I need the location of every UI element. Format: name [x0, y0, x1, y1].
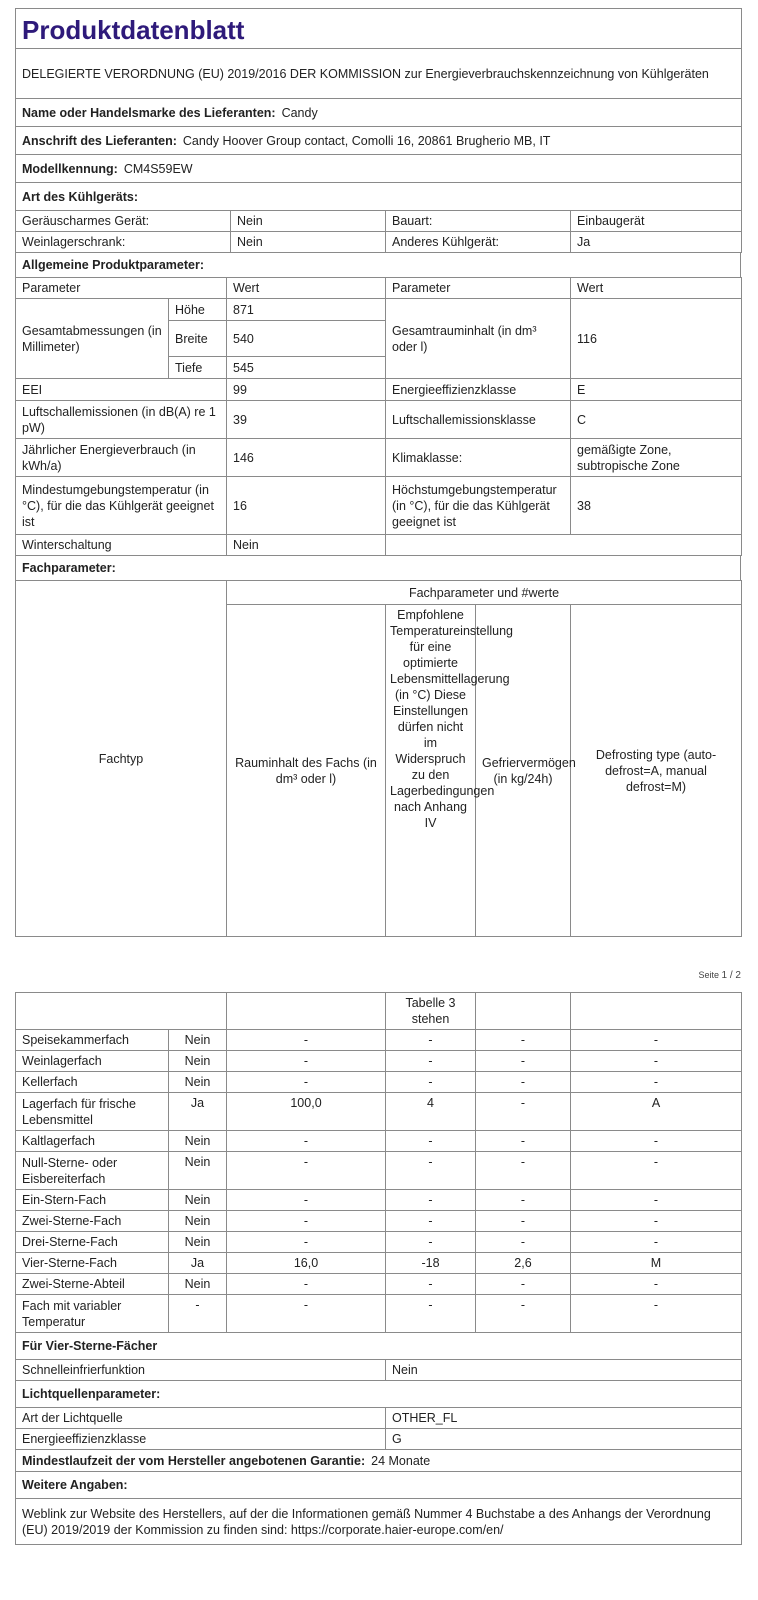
- compartment-rows: [16, 1030, 742, 1333]
- compartment-present: Nein: [169, 1131, 227, 1152]
- compartment-defrost: -: [571, 1232, 742, 1253]
- compartment-row: [16, 1211, 742, 1232]
- four-star-table: [15, 1332, 742, 1545]
- defrost-type-header: Defrosting type (auto-defrost=A, manual defrost=M): [571, 605, 742, 937]
- width-value: 540: [227, 321, 386, 357]
- compartment-freeze: -: [476, 1295, 571, 1333]
- compartment-row: [16, 1190, 742, 1211]
- compartment-temp: -: [386, 1274, 476, 1295]
- compartment-name: Lagerfach für frische Lebensmittel: [16, 1093, 169, 1131]
- datasheet-page-2: [15, 992, 741, 1545]
- compartment-volume: 100,0: [227, 1093, 386, 1131]
- annual-energy-label: Jährlicher Energieverbrauch (in kWh/a): [16, 439, 227, 477]
- depth-label: Tiefe: [169, 357, 227, 379]
- quick-freeze-label: Schnelleinfrierfunktion: [16, 1360, 386, 1381]
- winter-switch-value: Nein: [227, 535, 386, 556]
- freezing-capacity-header: Gefriervermögen (in kg/24h): [476, 605, 571, 937]
- compartment-defrost: -: [571, 1131, 742, 1152]
- compartment-temp: -: [386, 1030, 476, 1051]
- compartment-volume: -: [227, 1211, 386, 1232]
- energy-class-label: Energieeffizienzklasse: [386, 379, 571, 401]
- compartment-present: Nein: [169, 1211, 227, 1232]
- noise-emission-value: 39: [227, 401, 386, 439]
- noise-class-value: C: [571, 401, 742, 439]
- light-class-label: Energieeffizienzklasse: [16, 1429, 386, 1450]
- page-footer: [699, 970, 742, 981]
- compartment-freeze: 2,6: [476, 1253, 571, 1274]
- col-header-value: Wert: [227, 278, 386, 299]
- col-header-param-2: Parameter: [386, 278, 571, 299]
- climate-class-value: gemäßigte Zone, subtropische Zone: [571, 439, 742, 477]
- page-title: Produktdatenblatt: [16, 9, 742, 49]
- compartment-freeze: -: [476, 1232, 571, 1253]
- compartment-name: Drei-Sterne-Fach: [16, 1232, 169, 1253]
- compartment-row: [16, 1072, 742, 1093]
- winter-switch-label: Winterschaltung: [16, 535, 227, 556]
- low-noise-value: Nein: [231, 211, 386, 232]
- compartment-temp: -: [386, 1051, 476, 1072]
- compartment-present: Nein: [169, 1030, 227, 1051]
- compartment-volume: -: [227, 1232, 386, 1253]
- compartment-row: [16, 1093, 742, 1131]
- width-label: Breite: [169, 321, 227, 357]
- compartment-temp: -: [386, 1211, 476, 1232]
- min-ambient-temp-label: Mindestumgebungstemperatur (in °C), für die das Kühlgerät geeignet ist: [16, 477, 227, 535]
- compartment-name: Fach mit variabler Temperatur: [16, 1295, 169, 1333]
- compartment-header-table: [15, 580, 742, 937]
- compartment-freeze: -: [476, 1211, 571, 1232]
- compartment-row: [16, 1131, 742, 1152]
- model-row: [16, 155, 742, 183]
- datasheet-page-1: [15, 8, 741, 937]
- compartment-freeze: -: [476, 1152, 571, 1190]
- compartment-name: Zwei-Sterne-Abteil: [16, 1274, 169, 1295]
- compartment-present: Nein: [169, 1072, 227, 1093]
- compartment-freeze: -: [476, 1051, 571, 1072]
- warranty-row: [16, 1450, 742, 1472]
- max-ambient-temp-value: 38: [571, 477, 742, 535]
- supplier-name-label: Name oder Handelsmarke des Lieferanten:: [22, 105, 276, 120]
- compartment-row: [16, 1295, 742, 1333]
- header-table: [15, 8, 742, 211]
- compartment-present: Ja: [169, 1093, 227, 1131]
- eei-label: EEI: [16, 379, 227, 401]
- noise-class-label: Luftschallemissionsklasse: [386, 401, 571, 439]
- compartment-defrost: -: [571, 1190, 742, 1211]
- compartment-temp: -: [386, 1232, 476, 1253]
- volume-header: Rauminhalt des Fachs (in dm³ oder l): [227, 605, 386, 937]
- compartment-temp: -: [386, 1131, 476, 1152]
- compartment-defrost: -: [571, 1295, 742, 1333]
- general-params-table: [15, 277, 742, 556]
- low-noise-label: Geräuscharmes Gerät:: [16, 211, 231, 232]
- compartment-defrost: -: [571, 1030, 742, 1051]
- total-volume-value: 116: [571, 299, 742, 379]
- max-ambient-temp-label: Höchstumgebungstemperatur (in °C), für die das Kühlgerät geeignet ist: [386, 477, 571, 535]
- compartment-present: Nein: [169, 1232, 227, 1253]
- wine-cabinet-label: Weinlagerschrank:: [16, 232, 231, 253]
- compartment-temp: 4: [386, 1093, 476, 1131]
- compartment-group-header: Fachparameter und #werte: [227, 581, 742, 605]
- supplier-address-label: Anschrift des Lieferanten:: [22, 133, 177, 148]
- compartment-row: [16, 1232, 742, 1253]
- compartment-table: [15, 992, 742, 1333]
- recommended-temp-header-cont: Tabelle 3 stehen: [386, 993, 476, 1030]
- supplier-address-row: [16, 127, 742, 155]
- recommended-temp-header: Empfohlene Temperatureinstellung für eine optimierte Lebensmittellagerung (in °C) Diese Einstellungen dürfen nicht im Widerspruch zu den Lagerbedingungen nach Anhang IV: [386, 605, 476, 937]
- light-type-label: Art der Lichtquelle: [16, 1408, 386, 1429]
- compartment-name: Weinlagerfach: [16, 1051, 169, 1072]
- compartment-volume: -: [227, 1030, 386, 1051]
- compartment-volume: -: [227, 1051, 386, 1072]
- supplier-name-value: Candy: [281, 105, 318, 120]
- climate-class-label: Klimaklasse:: [386, 439, 571, 477]
- compartment-name: Ein-Stern-Fach: [16, 1190, 169, 1211]
- compartment-row: [16, 1253, 742, 1274]
- compartment-defrost: -: [571, 1274, 742, 1295]
- device-type-heading: Art des Kühlgeräts:: [16, 183, 742, 211]
- compartment-defrost: M: [571, 1253, 742, 1274]
- compartment-name: Kaltlagerfach: [16, 1131, 169, 1152]
- page-footer-prefix: Seite: [698, 970, 720, 980]
- energy-class-value: E: [571, 379, 742, 401]
- compartment-defrost: -: [571, 1051, 742, 1072]
- compartment-volume: -: [227, 1152, 386, 1190]
- design-value: Einbaugerät: [571, 211, 742, 232]
- device-type-table: [15, 210, 742, 253]
- compartment-row: [16, 1152, 742, 1190]
- compartment-name: Vier-Sterne-Fach: [16, 1253, 169, 1274]
- compartment-present: Nein: [169, 1274, 227, 1295]
- compartment-name: Null-Sterne- oder Eisbereiterfach: [16, 1152, 169, 1190]
- light-source-heading: Lichtquellenparameter:: [16, 1381, 742, 1408]
- total-volume-label: Gesamtrauminhalt (in dm³ oder l): [386, 299, 571, 379]
- warranty-label: Mindestlaufzeit der vom Hersteller angebotenen Garantie:: [22, 1453, 366, 1468]
- compartment-temp: -: [386, 1072, 476, 1093]
- annual-energy-value: 146: [227, 439, 386, 477]
- height-label: Höhe: [169, 299, 227, 321]
- depth-value: 545: [227, 357, 386, 379]
- compartment-volume: 16,0: [227, 1253, 386, 1274]
- compartment-type-header: Fachtyp: [16, 581, 227, 937]
- compartment-volume: -: [227, 1295, 386, 1333]
- page-number: 1 / 2: [721, 970, 741, 981]
- compartment-volume: -: [227, 1131, 386, 1152]
- quick-freeze-value: Nein: [386, 1360, 742, 1381]
- compartment-name: Speisekammerfach: [16, 1030, 169, 1051]
- general-params-heading: Allgemeine Produktparameter:: [16, 253, 741, 278]
- supplier-address-value: Candy Hoover Group contact, Comolli 16, 20861 Brugherio MB, IT: [182, 133, 551, 148]
- compartment-present: Nein: [169, 1051, 227, 1072]
- compartment-params-heading: Fachparameter:: [16, 556, 741, 581]
- further-info-text: Weblink zur Website des Herstellers, auf der die Informationen gemäß Nummer 4 Buchstabe a des Anhangs der Verordnung (EU) 2019/2019 der Kommission zu finden sind: https://corporate.haier-europe.com/en/: [16, 1499, 742, 1545]
- compartment-row: [16, 1030, 742, 1051]
- light-class-value: G: [386, 1429, 742, 1450]
- supplier-name-row: [16, 99, 742, 127]
- wine-cabinet-value: Nein: [231, 232, 386, 253]
- compartment-row: [16, 1274, 742, 1295]
- other-device-value: Ja: [571, 232, 742, 253]
- compartment-freeze: -: [476, 1131, 571, 1152]
- compartment-name: Zwei-Sterne-Fach: [16, 1211, 169, 1232]
- model-label: Modellkennung:: [22, 161, 118, 176]
- four-star-heading: Für Vier-Sterne-Fächer: [16, 1333, 742, 1360]
- compartment-heading-table: [15, 555, 741, 581]
- height-value: 871: [227, 299, 386, 321]
- min-ambient-temp-value: 16: [227, 477, 386, 535]
- compartment-volume: -: [227, 1274, 386, 1295]
- compartment-defrost: -: [571, 1211, 742, 1232]
- warranty-value: 24 Monate: [371, 1453, 431, 1468]
- compartment-defrost: -: [571, 1152, 742, 1190]
- compartment-freeze: -: [476, 1190, 571, 1211]
- compartment-temp: -18: [386, 1253, 476, 1274]
- noise-emission-label: Luftschallemissionen (in dB(A) re 1 pW): [16, 401, 227, 439]
- compartment-defrost: A: [571, 1093, 742, 1131]
- col-header-value-2: Wert: [571, 278, 742, 299]
- light-type-value: OTHER_FL: [386, 1408, 742, 1429]
- design-label: Bauart:: [386, 211, 571, 232]
- compartment-volume: -: [227, 1190, 386, 1211]
- other-device-label: Anderes Kühlgerät:: [386, 232, 571, 253]
- compartment-row: [16, 1051, 742, 1072]
- compartment-freeze: -: [476, 1274, 571, 1295]
- compartment-freeze: -: [476, 1093, 571, 1131]
- dimensions-label: Gesamtabmessungen (in Millimeter): [16, 299, 169, 379]
- compartment-present: Ja: [169, 1253, 227, 1274]
- compartment-freeze: -: [476, 1072, 571, 1093]
- general-heading-table: [15, 252, 741, 278]
- compartment-temp: -: [386, 1152, 476, 1190]
- compartment-volume: -: [227, 1072, 386, 1093]
- further-info-heading: Weitere Angaben:: [16, 1472, 742, 1499]
- compartment-temp: -: [386, 1295, 476, 1333]
- regulation-text: DELEGIERTE VERORDNUNG (EU) 2019/2016 DER KOMMISSION zur Energieverbrauchskennzeichnung von Kühlgeräten: [16, 49, 742, 99]
- model-value: CM4S59EW: [123, 161, 193, 176]
- compartment-present: -: [169, 1295, 227, 1333]
- compartment-temp: -: [386, 1190, 476, 1211]
- col-header-param: Parameter: [16, 278, 227, 299]
- compartment-present: Nein: [169, 1152, 227, 1190]
- compartment-present: Nein: [169, 1190, 227, 1211]
- compartment-name: Kellerfach: [16, 1072, 169, 1093]
- eei-value: 99: [227, 379, 386, 401]
- compartment-defrost: -: [571, 1072, 742, 1093]
- compartment-freeze: -: [476, 1030, 571, 1051]
